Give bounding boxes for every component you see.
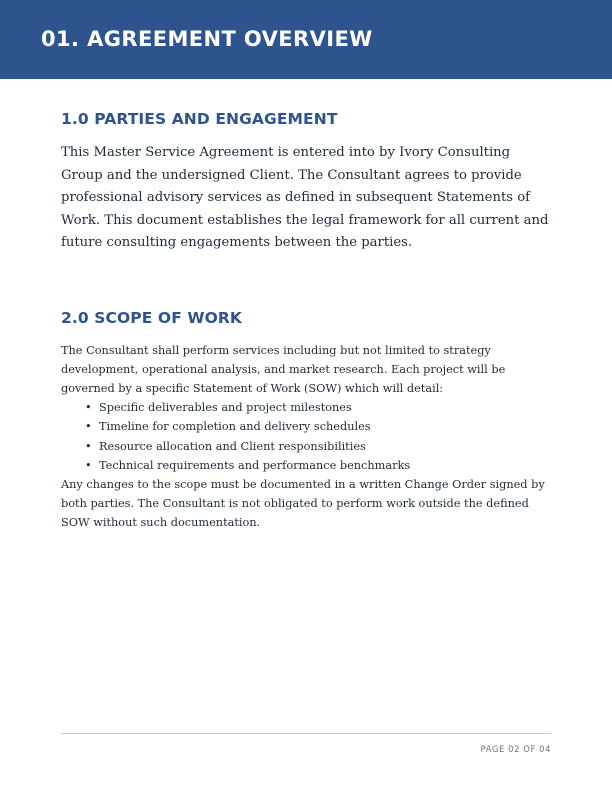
page-number-label: PAGE 02 OF 04 xyxy=(480,744,551,754)
list-item: • Specific deliverables and project milestones xyxy=(99,398,551,417)
list-item: • Technical requirements and performance benchmarks xyxy=(99,456,551,475)
section-outro-paragraph: Any changes to the scope must be documented in a written Change Order signed by both parties. The Consultant is not obligated to perform work outside the defined SOW without such documentation. xyxy=(61,477,545,530)
page-title: 01. AGREEMENT OVERVIEW xyxy=(41,27,373,51)
section-parties-and-engagement xyxy=(61,110,551,255)
section-spacer xyxy=(61,255,551,309)
scope-bullet-list xyxy=(61,398,551,475)
section-heading: 1.0 PARTIES AND ENGAGEMENT xyxy=(61,110,338,128)
list-item: • Timeline for completion and delivery schedules xyxy=(99,417,551,436)
page-header-band xyxy=(0,0,612,79)
section-scope-of-work xyxy=(61,309,551,533)
list-item: • Resource allocation and Client responsibilities xyxy=(99,437,551,456)
document-content xyxy=(61,110,551,533)
page-footer xyxy=(61,733,551,754)
section-intro-paragraph: The Consultant shall perform services including but not limited to strategy development, operational analysis, and market research. Each project will be governed by a specific Statement of Work (SOW) which will detail: xyxy=(61,343,506,395)
footer-divider xyxy=(61,733,551,734)
section-paragraph: This Master Service Agreement is entered into by Ivory Consulting Group and the undersigned Client. The Consultant agrees to provide professional advisory services as defined in subsequent Statements of Work. This document establishes the legal framework for all current and future consulting engagements between the parties. xyxy=(61,145,549,250)
section-heading: 2.0 SCOPE OF WORK xyxy=(61,308,242,327)
